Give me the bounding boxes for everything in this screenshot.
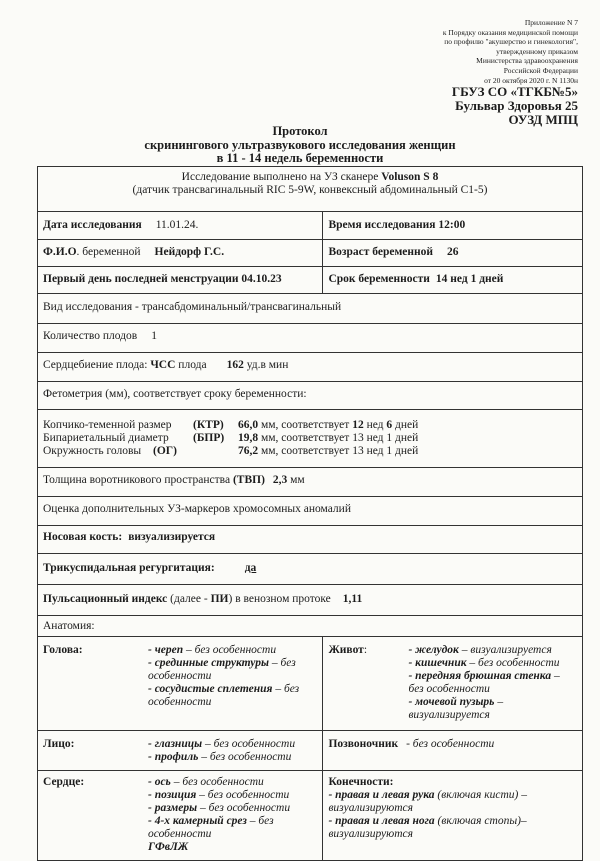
heart-item-value: – без особенности bbox=[148, 815, 274, 840]
fetus-count-label: Количество плодов bbox=[43, 330, 138, 342]
title-line: в 11 - 14 недель беременности bbox=[216, 151, 384, 165]
abdomen-item-name: - желудок bbox=[408, 644, 459, 656]
scanner-sensors: (датчик трансвагинальный RIC 5-9W, конвексный абдоминальный C1-5) bbox=[132, 184, 488, 196]
abdomen-item-value: – визуализируется bbox=[458, 644, 552, 656]
abdomen-item-name: - кишечник bbox=[408, 657, 467, 669]
fio-label: Ф.И.О bbox=[43, 246, 77, 258]
og-value: 76,2 bbox=[238, 445, 259, 457]
spine-label: Позвоночник bbox=[328, 738, 399, 750]
pi-rest: ) в венозном протоке bbox=[228, 593, 331, 605]
bpr-line bbox=[43, 432, 577, 445]
exam-kind: Вид исследования - трансабдоминальный/трансвагинальный bbox=[43, 301, 342, 313]
head-findings bbox=[148, 644, 317, 709]
date-time-row bbox=[38, 212, 583, 240]
exam-date-label: Дата исследования bbox=[43, 219, 142, 231]
appendix-line: Российской Федерации bbox=[503, 65, 578, 75]
markers-row bbox=[38, 497, 583, 526]
heart-limbs-row bbox=[38, 771, 583, 861]
scanner-model: Voluson S 8 bbox=[381, 171, 439, 183]
lmp: Первый день последней менструации 04.10.23 bbox=[43, 273, 282, 285]
abdomen-findings bbox=[408, 644, 577, 722]
fetometry-header: Фетометрия (мм), соответствует сроку беременности: bbox=[43, 388, 307, 400]
head-item-name: - череп bbox=[148, 644, 184, 656]
heart-item-name: - 4-х камерный срез bbox=[148, 815, 247, 827]
scanner-row bbox=[38, 167, 583, 212]
tvp-abbr: (ТВП) bbox=[232, 474, 265, 486]
abdomen-item-value: – визуализируется bbox=[408, 696, 504, 721]
ktr-value: 66,0 bbox=[238, 419, 259, 431]
limbs-item-value: (включая стопы)– визуализируются bbox=[328, 815, 527, 840]
heart-item-name: - позиция bbox=[148, 789, 197, 801]
fio-label-rest: . беременной bbox=[76, 246, 141, 258]
limbs-item-value: (включая кисти) – визуализируются bbox=[328, 789, 528, 814]
tvp-value: 2,3 bbox=[272, 474, 288, 486]
bpr-day: 1 bbox=[386, 432, 393, 444]
tvp-label: Толщина воротникового пространства bbox=[43, 474, 233, 486]
head-item-value: – без особенности bbox=[148, 657, 296, 682]
markers-header: Оценка дополнительных УЗ-маркеров хромосомных аномалий bbox=[43, 503, 351, 515]
ktr-week: 12 bbox=[352, 419, 364, 431]
face-item-value: – без особенности bbox=[202, 738, 296, 750]
document-title bbox=[40, 125, 560, 166]
head-item-name: - срединные структуры bbox=[148, 657, 269, 669]
org-name: ГБУЗ СО «ТГКБ№5» bbox=[451, 84, 578, 99]
patient-name: Нейдорф Г.С. bbox=[154, 246, 225, 258]
abdomen-item-name: - мочевой пузырь bbox=[408, 696, 495, 708]
limbs-item-name: - правая и левая рука bbox=[328, 789, 435, 801]
bpr-value: 19,8 bbox=[238, 432, 259, 444]
age-value: 26 bbox=[447, 246, 459, 258]
og-text: мм, соответствует bbox=[258, 445, 353, 457]
abdomen-item-name: - передняя брюшная стенка bbox=[408, 670, 552, 682]
fetometry-header-row bbox=[38, 382, 583, 410]
fetus-count-row bbox=[38, 324, 583, 353]
head-item-name: - сосудистые сплетения bbox=[148, 683, 273, 695]
og-week: 13 bbox=[352, 445, 364, 457]
pi-value: 1,11 bbox=[342, 593, 363, 605]
bpr-label: Бипариетальный диаметр bbox=[43, 432, 169, 444]
abdomen-label bbox=[328, 644, 408, 722]
heart-chss: ЧСС bbox=[150, 359, 176, 371]
og-text2: нед bbox=[363, 445, 387, 457]
appendix-line: утвержденному приказом bbox=[496, 46, 578, 56]
face-item-name: - глазницы bbox=[148, 738, 203, 750]
appendix-line: Приложение N 7 bbox=[524, 18, 578, 27]
exam-time: Время исследования 12:00 bbox=[328, 219, 466, 231]
tricuspid-value: да bbox=[244, 562, 257, 574]
lmp-row bbox=[38, 267, 583, 294]
patient-row bbox=[38, 240, 583, 267]
bpr-text3: дней bbox=[392, 432, 419, 444]
face-item-name: - профиль bbox=[148, 751, 199, 763]
bpr-text: мм, соответствует bbox=[258, 432, 353, 444]
heart-findings bbox=[148, 776, 317, 854]
heart-mid: плода bbox=[175, 359, 207, 371]
head-item-value: – без особенности bbox=[183, 644, 277, 656]
org-department: ОУЗД МПЦ bbox=[508, 112, 578, 127]
pi-row bbox=[38, 585, 583, 616]
ktr-text2: нед bbox=[363, 419, 387, 431]
heart-label: Сердце: bbox=[43, 776, 85, 788]
pi-mid: (далее - bbox=[167, 593, 211, 605]
appendix-line: к Порядку оказания медицинской помощи bbox=[442, 27, 578, 37]
heart-extra: ГФвЛЖ bbox=[148, 841, 189, 853]
heart-item-value: – без особенности bbox=[197, 802, 291, 814]
bpr-week: 13 bbox=[352, 432, 364, 444]
scanner-prefix: Исследование выполнено на УЗ сканере bbox=[181, 171, 382, 183]
org-address: Бульвар Здоровья 25 bbox=[455, 98, 578, 113]
abdomen-item-value: – без особенности bbox=[466, 657, 560, 669]
appendix-block bbox=[318, 18, 578, 85]
ktr-text3: дней bbox=[392, 419, 419, 431]
anatomy-header: Анатомия: bbox=[43, 620, 95, 632]
heart-prefix: Сердцебиение плода: bbox=[43, 359, 151, 371]
tvp-unit: мм bbox=[287, 474, 305, 486]
organization-block bbox=[452, 85, 578, 127]
abdomen-label-text: Живот bbox=[328, 644, 364, 656]
pi-label: Пульсационный индекс bbox=[43, 593, 168, 605]
title-line: скринингового ультразвукового исследования женщин bbox=[144, 137, 456, 152]
fetus-count-value: 1 bbox=[151, 330, 157, 342]
head-label: Голова: bbox=[43, 644, 83, 656]
spine-value: - без особенности bbox=[406, 738, 495, 750]
ktr-label: Копчико-теменной размер bbox=[43, 419, 172, 431]
og-abbr: (ОГ) bbox=[153, 445, 177, 457]
appendix-line: по профилю "акушерство и гинекология", bbox=[444, 37, 578, 47]
tricuspid-label: Трикуспидальная регургитация: bbox=[43, 562, 215, 574]
og-line bbox=[43, 445, 577, 458]
tvp-row bbox=[38, 468, 583, 497]
title-line: Протокол bbox=[272, 124, 328, 138]
nasal-bone-value: визуализируется bbox=[128, 531, 216, 543]
ktr-day: 6 bbox=[386, 419, 393, 431]
pi-abbr: ПИ bbox=[210, 593, 229, 605]
og-text3: дней bbox=[392, 445, 419, 457]
face-spine-row bbox=[38, 731, 583, 771]
ktr-line bbox=[43, 419, 577, 432]
heart-item-value: – без особенности bbox=[196, 789, 290, 801]
head-abdomen-row bbox=[38, 637, 583, 731]
heart-unit: уд.в мин bbox=[243, 359, 289, 371]
heart-item-value: – без особенности bbox=[170, 776, 264, 788]
ktr-text: мм, соответствует bbox=[258, 419, 353, 431]
face-label: Лицо: bbox=[43, 738, 75, 750]
appendix-line: Министерства здравоохранения bbox=[476, 56, 578, 66]
nasal-bone-row bbox=[38, 526, 583, 554]
exam-date-value: 11.01.24. bbox=[155, 219, 199, 231]
heart-item-name: - ось bbox=[148, 776, 171, 788]
fetometry-values-row bbox=[38, 410, 583, 468]
heart-rate-value: 162 bbox=[226, 359, 244, 371]
protocol-table bbox=[37, 166, 583, 861]
face-item-value: – без особенности bbox=[198, 751, 292, 763]
term-label: Срок беременности bbox=[328, 273, 430, 285]
age-label: Возраст беременной bbox=[328, 246, 434, 258]
anatomy-row bbox=[38, 616, 583, 637]
og-day: 1 bbox=[386, 445, 393, 457]
og-label: Окружность головы bbox=[43, 445, 142, 457]
nasal-bone-label: Носовая кость: bbox=[43, 531, 123, 543]
limbs-label: Конечности: bbox=[328, 776, 394, 788]
tricuspid-row bbox=[38, 554, 583, 585]
limbs-findings bbox=[328, 789, 577, 841]
heartbeat-row bbox=[38, 353, 583, 382]
abdomen-colon: : bbox=[363, 644, 368, 656]
abdomen-item-value: – без особенности bbox=[408, 670, 560, 695]
ktr-abbr: (КТР) bbox=[193, 419, 224, 431]
limbs-item-name: - правая и левая нога bbox=[328, 815, 435, 827]
term-value: 14 нед 1 дней bbox=[435, 273, 504, 285]
bpr-text2: нед bbox=[363, 432, 387, 444]
heart-item-name: - размеры bbox=[148, 802, 198, 814]
appendix-line: от 20 октября 2020 г. N 1130н bbox=[484, 75, 578, 85]
exam-kind-row bbox=[38, 294, 583, 324]
face-findings bbox=[148, 738, 317, 764]
bpr-abbr: (БПР) bbox=[193, 432, 225, 444]
head-item-value: – без особенности bbox=[148, 683, 300, 708]
